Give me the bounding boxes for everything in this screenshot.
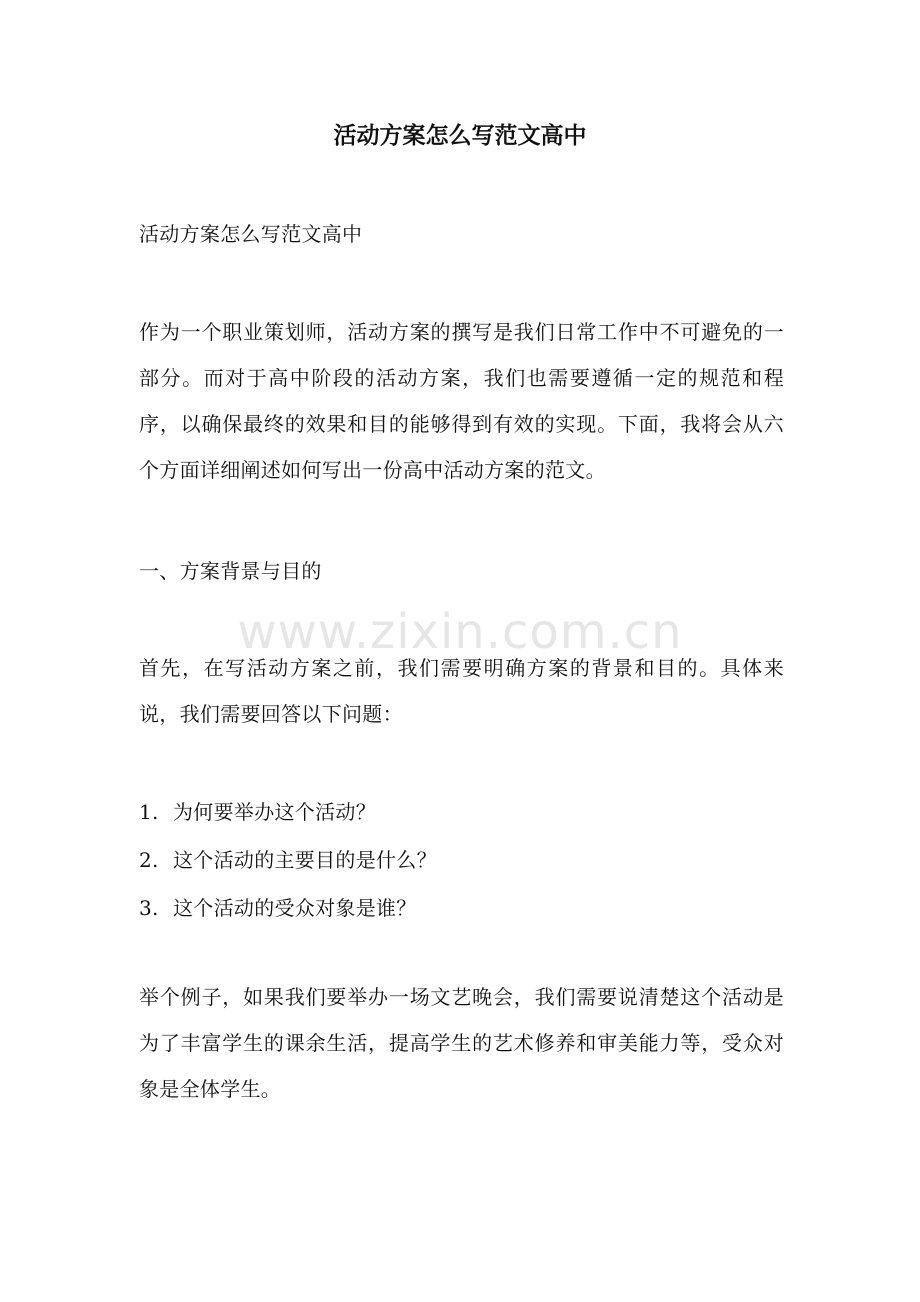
document-subtitle: 活动方案怎么写范文高中	[139, 222, 363, 246]
example-paragraph: 举个例子，如果我们要举办一场文艺晚会，我们需要说清楚这个活动是为了丰富学生的课余生活，提高学生的艺术修养和审美能力等，受众对象是全体学生。	[139, 985, 784, 1101]
question-list	[139, 788, 784, 932]
list-item	[139, 788, 784, 836]
list-text: 这个活动的受众对象是谁？	[173, 896, 417, 920]
document-title: 活动方案怎么写范文高中	[333, 122, 587, 149]
list-number: 3.	[139, 896, 159, 920]
intro-paragraph: 作为一个职业策划师，活动方案的撰写是我们日常工作中不可避免的一部分。而对于高中阶段的活动方案，我们也需要遵循一定的规范和程序，以确保最终的效果和目的能够得到有效的实现。下面，我将会从六个方面详细阐述如何写出一份高中活动方案的范文。	[139, 320, 784, 482]
list-text: 为何要举办这个活动？	[173, 800, 376, 824]
section-heading: 一、方案背景与目的	[139, 559, 322, 583]
list-number: 1.	[139, 800, 159, 824]
watermark-text: www.zixin.com.cn	[237, 604, 683, 660]
list-item	[139, 884, 784, 932]
section-paragraph: 首先，在写活动方案之前，我们需要明确方案的背景和目的。具体来说，我们需要回答以下问题：	[139, 656, 784, 726]
list-number: 2.	[139, 848, 159, 872]
list-text: 这个活动的主要目的是什么？	[173, 848, 437, 872]
list-item	[139, 836, 784, 884]
